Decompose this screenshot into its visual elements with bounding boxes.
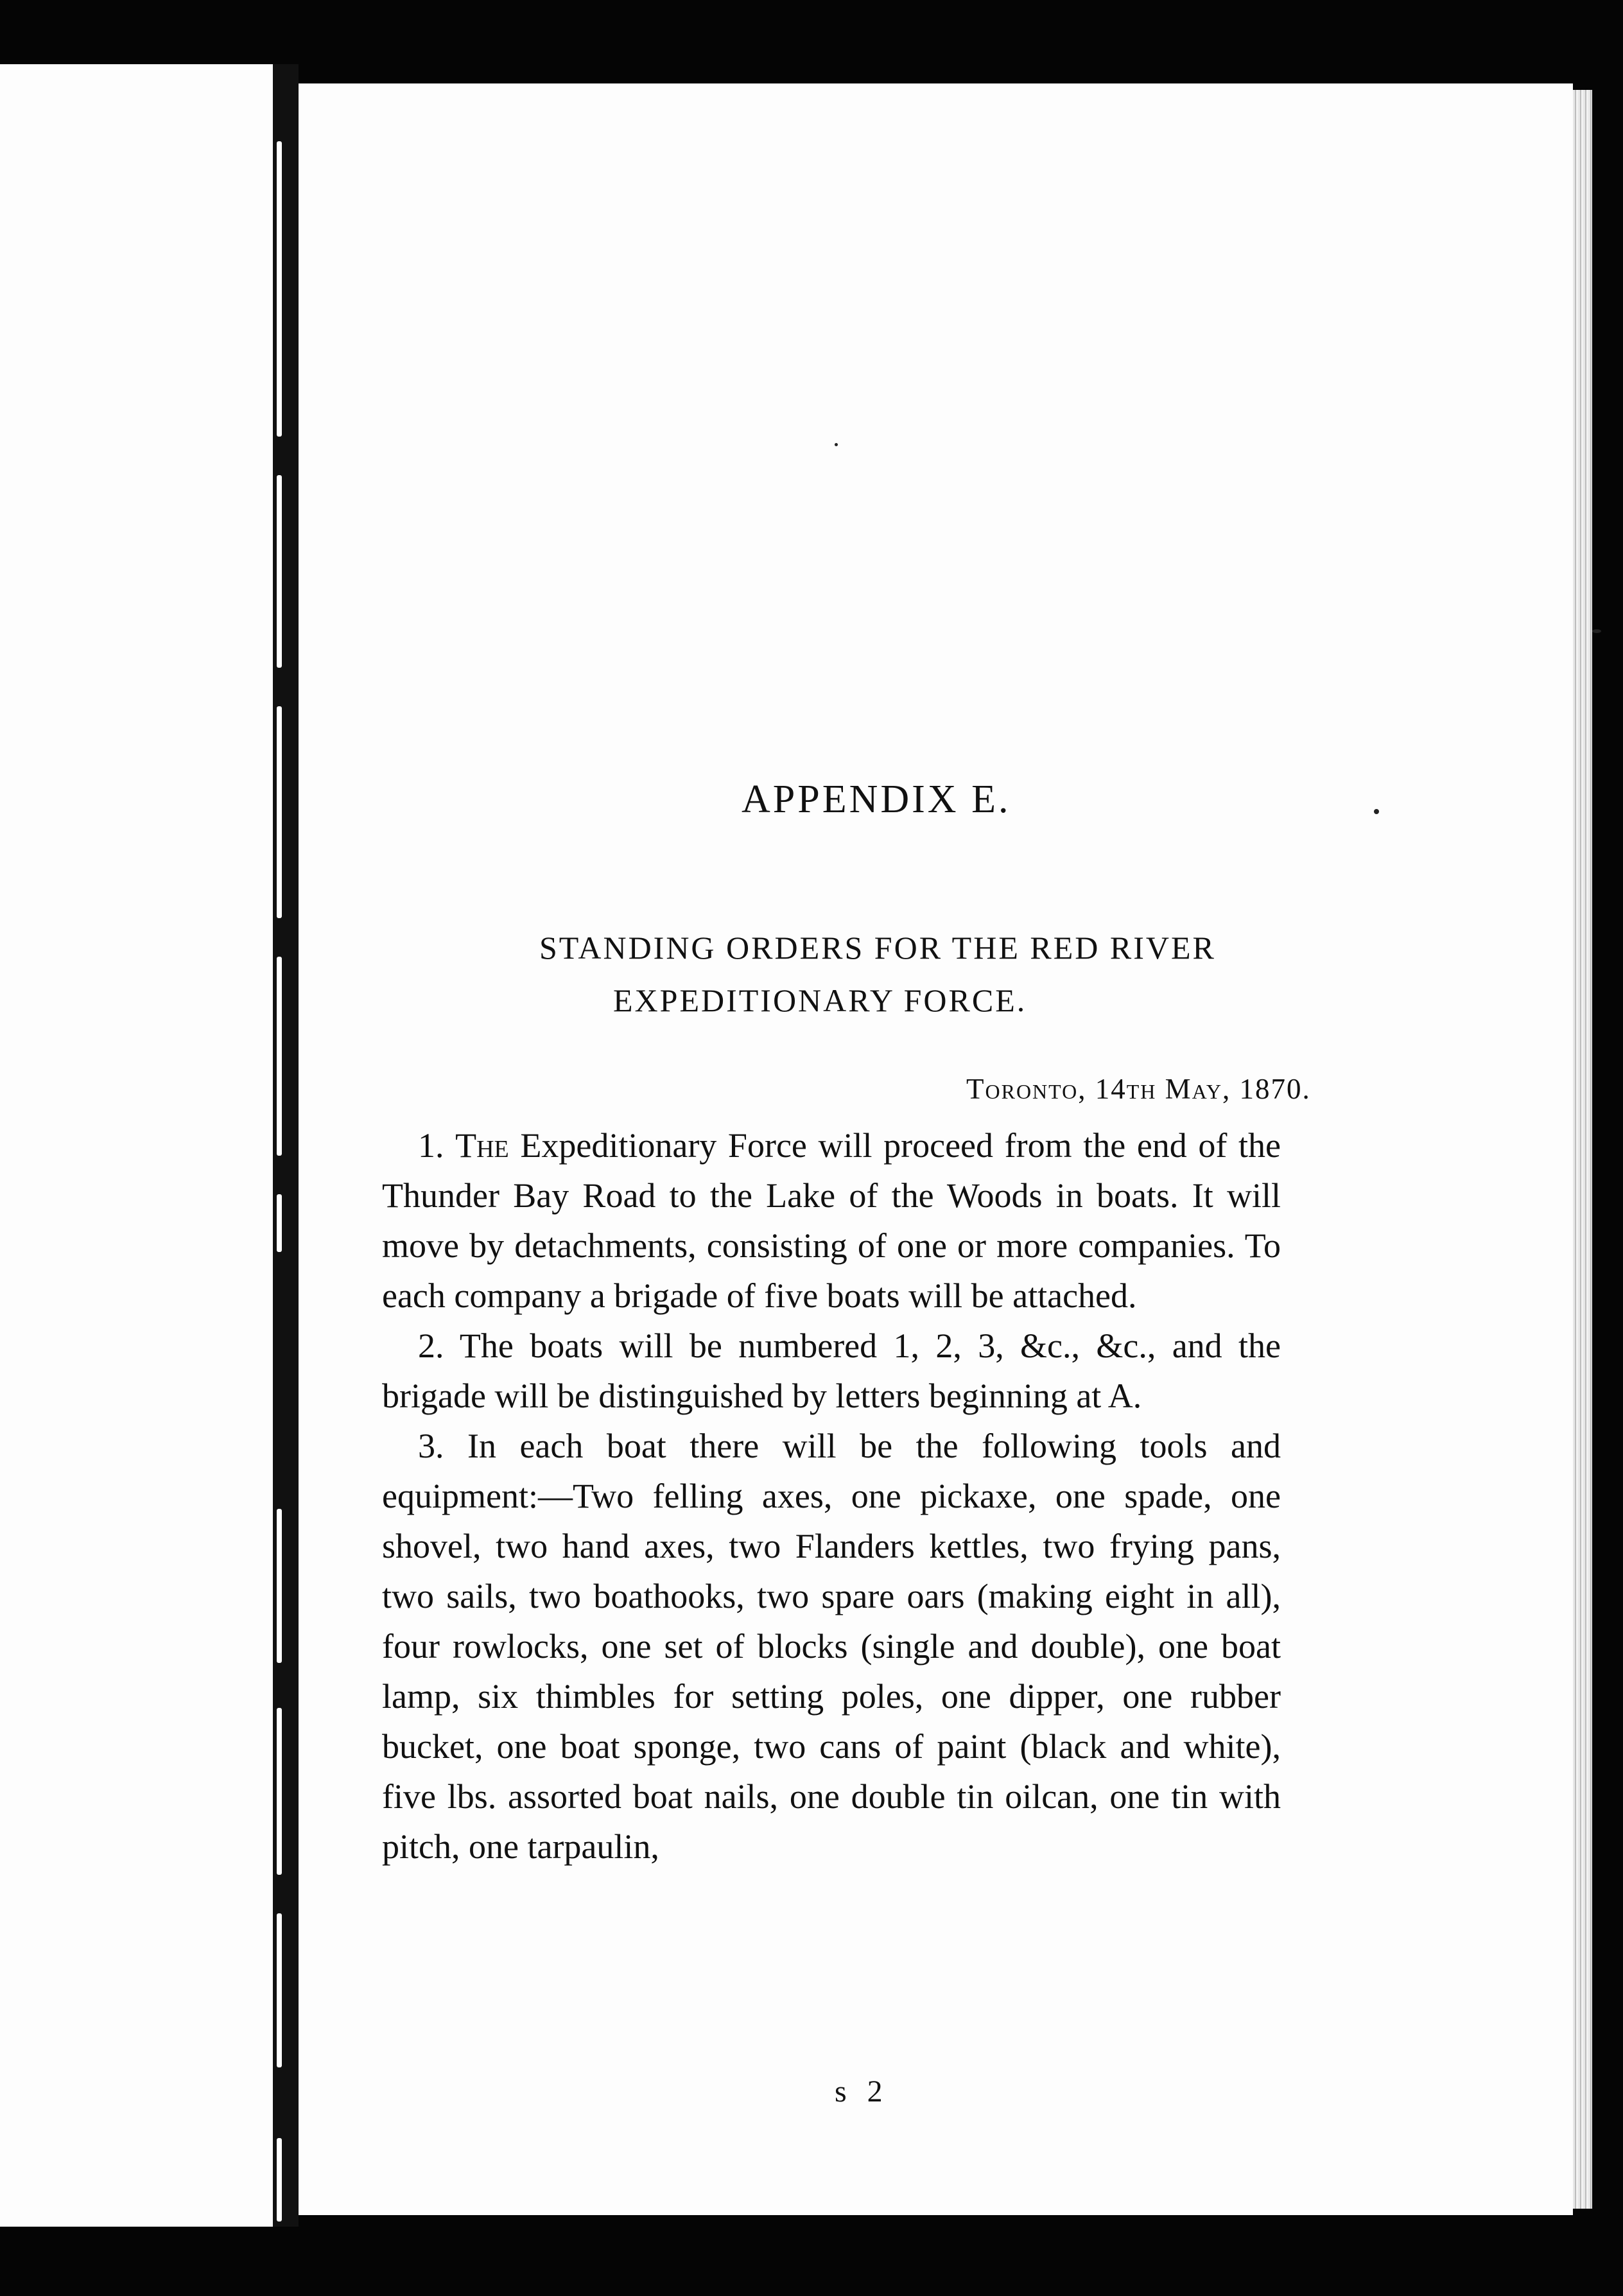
- binding-stitch: [277, 1194, 282, 1252]
- ink-speck: [1374, 809, 1379, 814]
- body-text: [382, 1120, 1281, 1872]
- binding-stitch: [277, 475, 282, 668]
- paragraph-2: [382, 1321, 1281, 1421]
- page-edges: [1573, 90, 1592, 2209]
- binding-stitch: [277, 957, 282, 1156]
- ink-speck: [1592, 629, 1601, 633]
- paragraph-number: 2.: [418, 1326, 460, 1365]
- paragraph-1: [382, 1120, 1281, 1321]
- right-text-page: [299, 83, 1573, 2215]
- paragraph-lead-caps: The: [455, 1126, 509, 1165]
- section-title-line-1: STANDING ORDERS FOR THE RED RIVER: [539, 930, 1216, 966]
- paragraph-text: The boats will be numbered 1, 2, 3, &c., &c., and the brigade will be distinguished by letters beginning at A.: [382, 1326, 1281, 1415]
- binding-gutter: [273, 64, 299, 2227]
- paragraph-text: Expeditionary Force will proceed from the end of the Thunder Bay Road to the Lake of the Woods in boats. It will move by detachments, consisting of one or more companies. To each company a brigade of five boats will be attached.: [382, 1126, 1281, 1315]
- binding-stitch: [277, 1913, 282, 2067]
- ink-speck: [835, 443, 838, 446]
- section-title-line-2: EXPEDITIONARY FORCE.: [613, 982, 1027, 1018]
- paragraph-number: 3.: [418, 1427, 467, 1465]
- binding-stitch: [277, 2138, 282, 2222]
- binding-stitch: [277, 1509, 282, 1663]
- dateline: Toronto, 14th May, 1870.: [966, 1073, 1311, 1105]
- appendix-heading: APPENDIX E.: [742, 778, 1011, 821]
- paragraph-text: In each boat there will be the following tools and equipment:—Two felling axes, one pickaxe, one spade, one shovel, two hand axes, two Flanders kettles, two frying pans, two sails, two boathooks, two spare oars (making eight in all), four rowlocks, one set of blocks (single and double), one boat lamp, six thimbles for setting poles, one dipper, one rubber bucket, one boat sponge, two cans of paint (black and white), five lbs. assorted boat nails, one double tin oilcan, one tin with pitch, one tarpaulin,: [382, 1427, 1281, 1866]
- paragraph-number: 1.: [418, 1126, 456, 1165]
- binding-stitch: [277, 706, 282, 918]
- paragraph-3: [382, 1421, 1281, 1872]
- signature-mark: s 2: [835, 2074, 889, 2109]
- left-blank-page: [0, 64, 278, 2227]
- binding-stitch: [277, 141, 282, 437]
- binding-stitch: [277, 1708, 282, 1875]
